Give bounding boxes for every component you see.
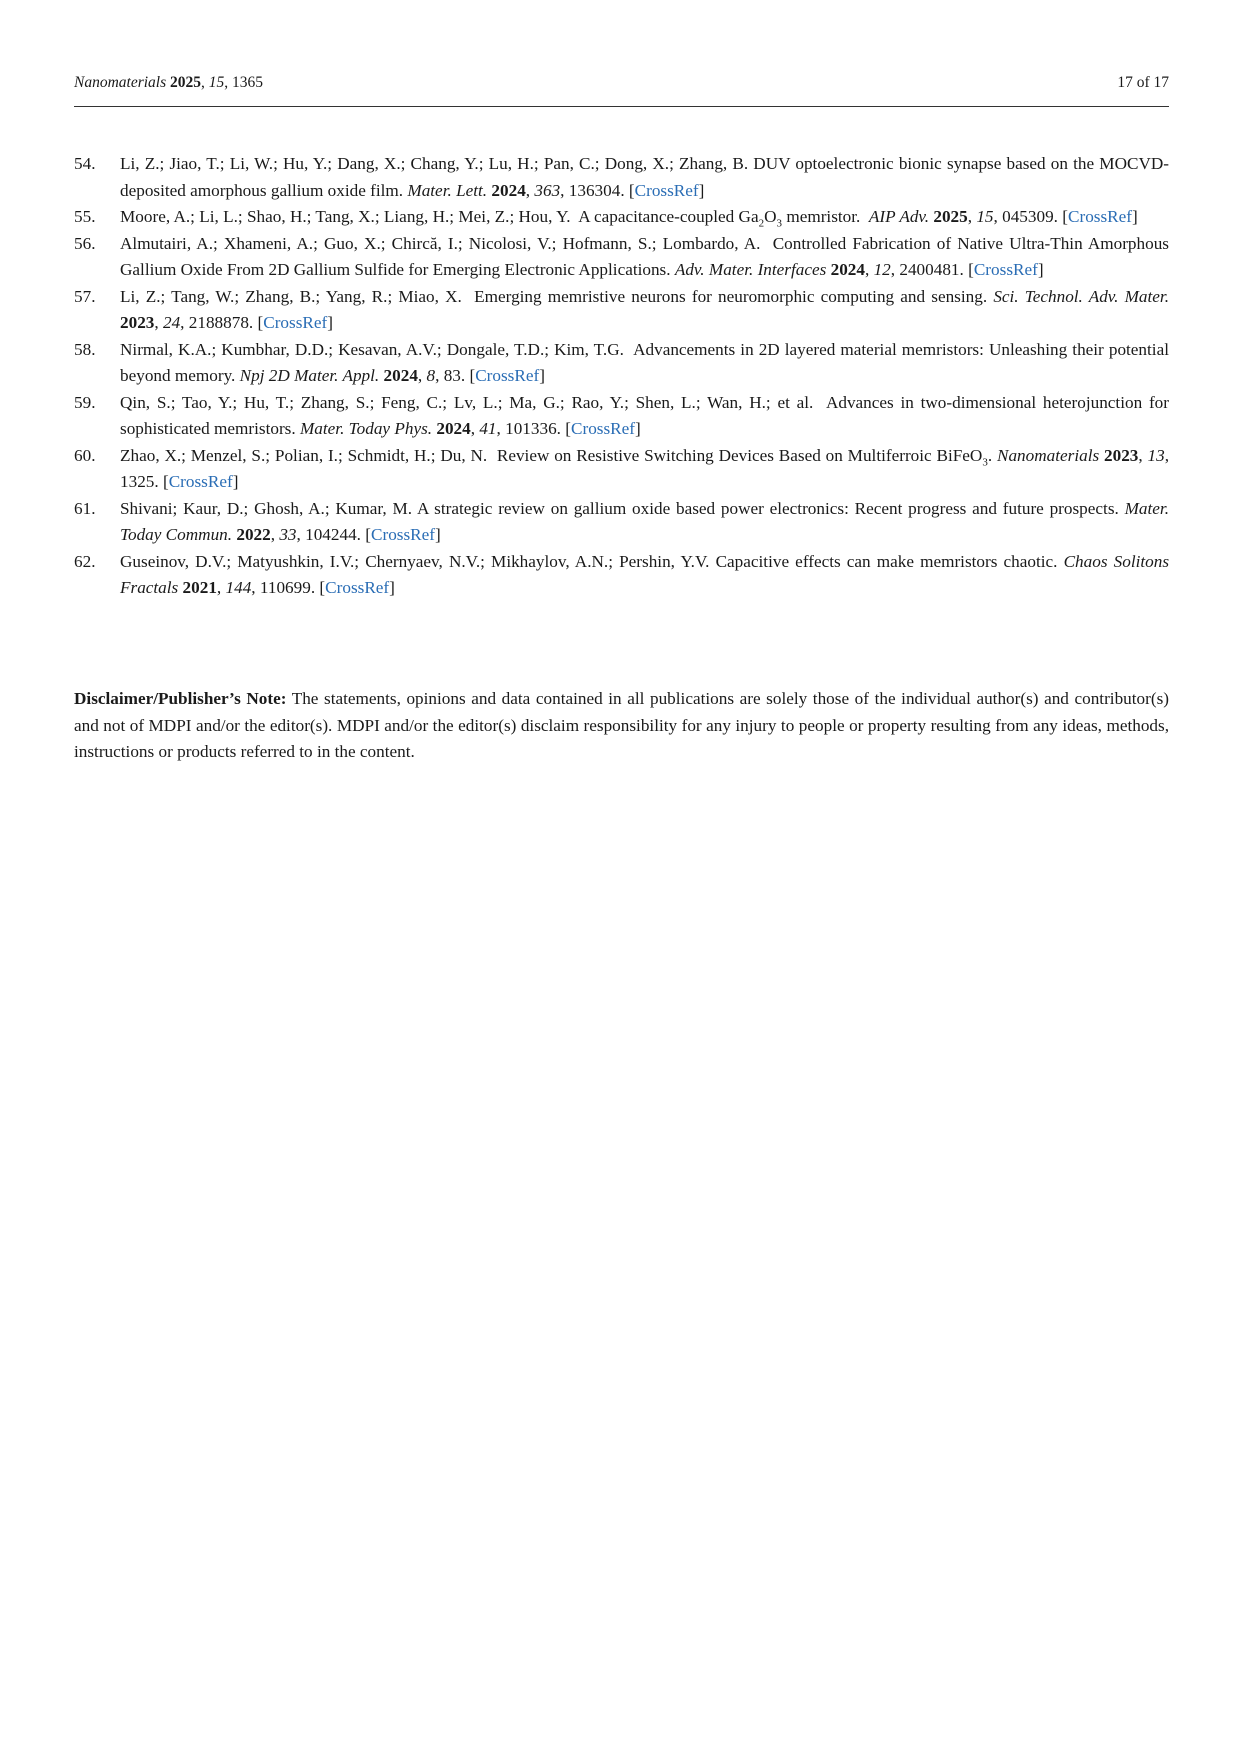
page-number: 17 of 17 — [1117, 74, 1169, 91]
reference-number: 61. — [74, 498, 96, 518]
crossref-link[interactable]: CrossRef — [371, 525, 435, 544]
reference-59 — [74, 390, 1169, 443]
crossref-link[interactable]: CrossRef — [634, 180, 699, 200]
reference-54 — [74, 151, 1169, 204]
disclaimer-text: The statements, opinions and data contained in all publications are solely those of the individual author(s) and contributor(s) and not of MDPI and/or the editor(s). MDPI and/or the editor(s) disclaim responsibility for any injury to people or property resulting from any ideas, methods, instructions or products referred to in the content. — [74, 689, 1169, 761]
reference-body: Zhao, X.; Menzel, S.; Polian, I.; Schmidt, H.; Du, N. Review on Resistive Switching Devices Based on Multiferroic BiFeO$_3$. Nanomaterials 2023, 13, 1325. [CrossRef] — [120, 445, 1170, 491]
crossref-link[interactable]: CrossRef — [475, 366, 540, 385]
crossref-link[interactable]: CrossRef — [973, 260, 1038, 279]
reference-number: 59. — [74, 392, 96, 412]
journal-year: 2025 — [170, 74, 202, 91]
reference-number: 54. — [74, 154, 96, 173]
reference-body: Li, Z.; Jiao, T.; Li, W.; Hu, Y.; Dang, X.; Chang, Y.; Lu, H.; Pan, C.; Dong, X.; Zhang, B. DUV optoelectronic bionic synapse based on the MOCVD-deposited amorphous gallium oxide film. Mater. Lett. 2024, 363, 136304. [CrossRef] — [120, 154, 1169, 200]
article-number: 1365 — [232, 74, 264, 91]
reference-body: Shivani; Kaur, D.; Ghosh, A.; Kumar, M. A strategic review on gallium oxide based power electronics: Recent progress and future prospects. Mater. Today Commun. 2022, 33, 104244. [CrossRef] — [120, 498, 1170, 544]
journal-volume: 15 — [208, 74, 225, 91]
reference-57 — [74, 284, 1169, 337]
crossref-link[interactable]: CrossRef — [1068, 207, 1132, 226]
crossref-link[interactable]: CrossRef — [168, 472, 233, 491]
reference-55 — [74, 204, 1169, 231]
journal-name: Nanomaterials — [74, 74, 167, 91]
reference-number: 62. — [74, 551, 96, 571]
reference-number: 55. — [74, 207, 96, 226]
reference-body: Almutairi, A.; Xhameni, A.; Guo, X.; Chircă, I.; Nicolosi, V.; Hofmann, S.; Lombardo, A. Controlled Fabrication of Native Ultra-Thin Amorphous Gallium Oxide From 2D Gallium Sulfide for Emerging Electronic Applications. Adv. Mater. Interfaces 2024, 12, 2400481. [CrossRef] — [120, 233, 1169, 279]
crossref-link[interactable]: CrossRef — [571, 419, 635, 438]
reference-body: Nirmal, K.A.; Kumbhar, D.D.; Kesavan, A.V.; Dongale, T.D.; Kim, T.G. Advancements in 2D layered material memristors: Unleashing their potential beyond memory. Npj 2D Mater. Appl. 2024, 8, 83. [CrossRef] — [120, 339, 1169, 385]
reference-number: 60. — [74, 445, 96, 465]
disclaimer-label: Disclaimer/Publisher’s Note: — [74, 689, 287, 708]
journal-citation: Nanomaterials 2025, 15, 1365 — [74, 74, 264, 91]
crossref-link[interactable]: CrossRef — [263, 313, 328, 332]
reference-body: Li, Z.; Tang, W.; Zhang, B.; Yang, R.; Miao, X. Emerging memristive neurons for neuromorphic computing and sensing. Sci. Technol. Adv. Mater. 2023, 24, 2188878. [CrossRef] — [120, 286, 1170, 332]
reference-body: Qin, S.; Tao, Y.; Hu, T.; Zhang, S.; Feng, C.; Lv, L.; Ma, G.; Rao, Y.; Shen, L.; Wan, H.; et al. Advances in two-dimensional heterojunction for sophisticated memristors. Mater. Today Phys. 2024, 41, 101336. [CrossRef] — [120, 392, 1169, 438]
reference-number: 57. — [74, 286, 96, 306]
reference-number: 58. — [74, 339, 96, 359]
page-header — [74, 72, 1169, 107]
reference-number: 56. — [74, 233, 96, 253]
crossref-link[interactable]: CrossRef — [325, 578, 390, 597]
publisher-disclaimer — [74, 686, 1169, 766]
reference-61 — [74, 496, 1169, 549]
reference-60 — [74, 443, 1169, 496]
reference-list — [74, 151, 1169, 602]
reference-body: Guseinov, D.V.; Matyushkin, I.V.; Chernyaev, N.V.; Mikhaylov, A.N.; Pershin, Y.V. Capacitive effects can make memristors chaotic. Chaos Solitons Fractals 2021, 144, 110699. [CrossRef] — [120, 551, 1170, 597]
reference-58 — [74, 337, 1169, 390]
reference-56 — [74, 231, 1169, 284]
reference-62 — [74, 549, 1169, 602]
reference-body: Moore, A.; Li, L.; Shao, H.; Tang, X.; Liang, H.; Mei, Z.; Hou, Y. A capacitance-coupled $Ga_2O_3$ memristor. AIP Adv. 2025, 15, 045309. [CrossRef] — [120, 207, 1138, 230]
